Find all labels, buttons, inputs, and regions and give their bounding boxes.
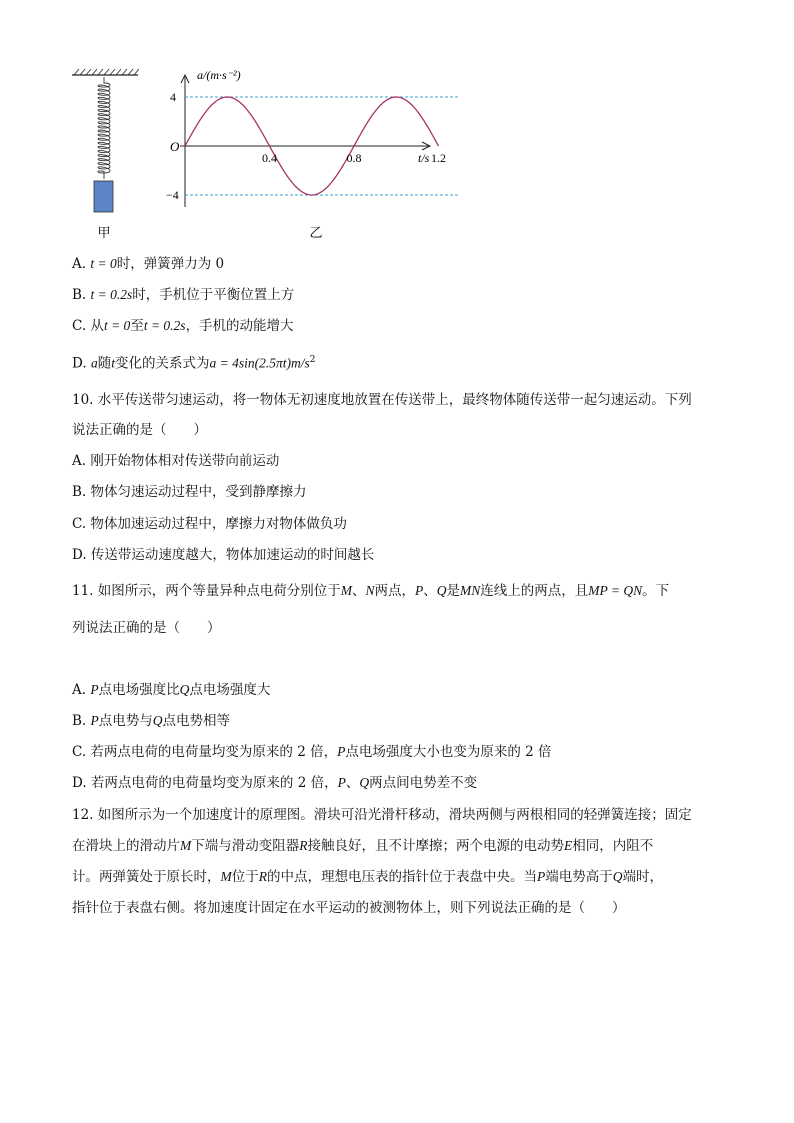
q10-option-b: B. 物体匀速运动过程中，受到静摩擦力 — [72, 484, 307, 500]
ceiling-support — [72, 69, 139, 75]
x-tick-label: 0.8 — [346, 151, 362, 165]
q11-stem-line2: 列说法正确的是（ ） — [72, 620, 221, 636]
physics-figure — [60, 55, 460, 250]
q11-option-b: B. P点电势与Q点电势相等 — [72, 713, 231, 729]
q10-option-a: A. 刚开始物体相对传送带向前运动 — [72, 453, 280, 469]
q10-option-c: C. 物体加速运动过程中，摩擦力对物体做负功 — [72, 516, 347, 532]
x-axis-label: t/s — [418, 151, 430, 165]
graph-axes — [180, 75, 430, 207]
figure-jia-label: 甲 — [97, 226, 111, 241]
q10-stem-line1: 10. 水平传送带匀速运动，将一物体无初速度地放置在传送带上，最终物体随传送带一起匀速运动。下列 — [72, 392, 692, 408]
y-pos-tick: 4 — [170, 90, 176, 104]
q9-option-c: C. 从t = 0至t = 0.2s，手机的动能增大 — [72, 318, 294, 334]
q11-option-d: D. 若两点电荷的电荷量均变为原来的 2 倍，P、Q两点间电势差不变 — [72, 775, 478, 791]
q11-option-c: C. 若两点电荷的电荷量均变为原来的 2 倍，P点电场强度大小也变为原来的 2 倍 — [72, 744, 552, 760]
spring-coil — [98, 77, 110, 179]
q12-stem-line4: 指针位于表盘右侧。将加速度计固定在水平运动的被测物体上，则下列说法正确的是（ ） — [72, 900, 626, 916]
phone-block — [94, 181, 113, 212]
x-tick-label: 0.4 — [262, 151, 277, 165]
origin-label: O — [170, 139, 180, 154]
y-neg-tick: −4 — [166, 188, 179, 202]
q11-stem-line1: 11. 如图所示，两个等量异种点电荷分别位于M、N两点，P、Q是MN连线上的两点，且MP = QN。下 — [72, 583, 670, 599]
x-tick-label: 1.2 — [431, 151, 446, 165]
q10-stem-line2: 说法正确的是（ ） — [72, 422, 207, 438]
q9-option-a: A. t = 0时，弹簧弹力为 0 — [72, 256, 225, 272]
q9-option-b: B. t = 0.2s时，手机位于平衡位置上方 — [72, 287, 295, 303]
spring — [98, 77, 110, 179]
y-axis-label: a/(m·s⁻²) — [197, 68, 241, 82]
q11-option-a: A. P点电场强度比Q点电场强度大 — [72, 682, 271, 698]
q12-stem-line1: 12. 如图所示为一个加速度计的原理图。滑块可沿光滑杆移动，滑块两侧与两根相同的轻弹簧连接；固定 — [72, 807, 692, 823]
q10-option-d: D. 传送带运动速度越大，物体加速运动的时间越长 — [72, 547, 375, 563]
q12-stem-line2: 在滑块上的滑动片M下端与滑动变阻器R接触良好，且不计摩擦；两个电源的电动势E相同，内阻不 — [72, 838, 654, 854]
q12-stem-line3: 计。两弹簧处于原长时，M位于R的中点，理想电压表的指针位于表盘中央。当P端电势高于Q端时， — [72, 869, 663, 885]
q9-option-d: D. a随t变化的关系式为$a = 4\sin(2.5\pi t)m/s^2$ — [72, 355, 316, 372]
figure-yi-label: 乙 — [309, 226, 323, 241]
